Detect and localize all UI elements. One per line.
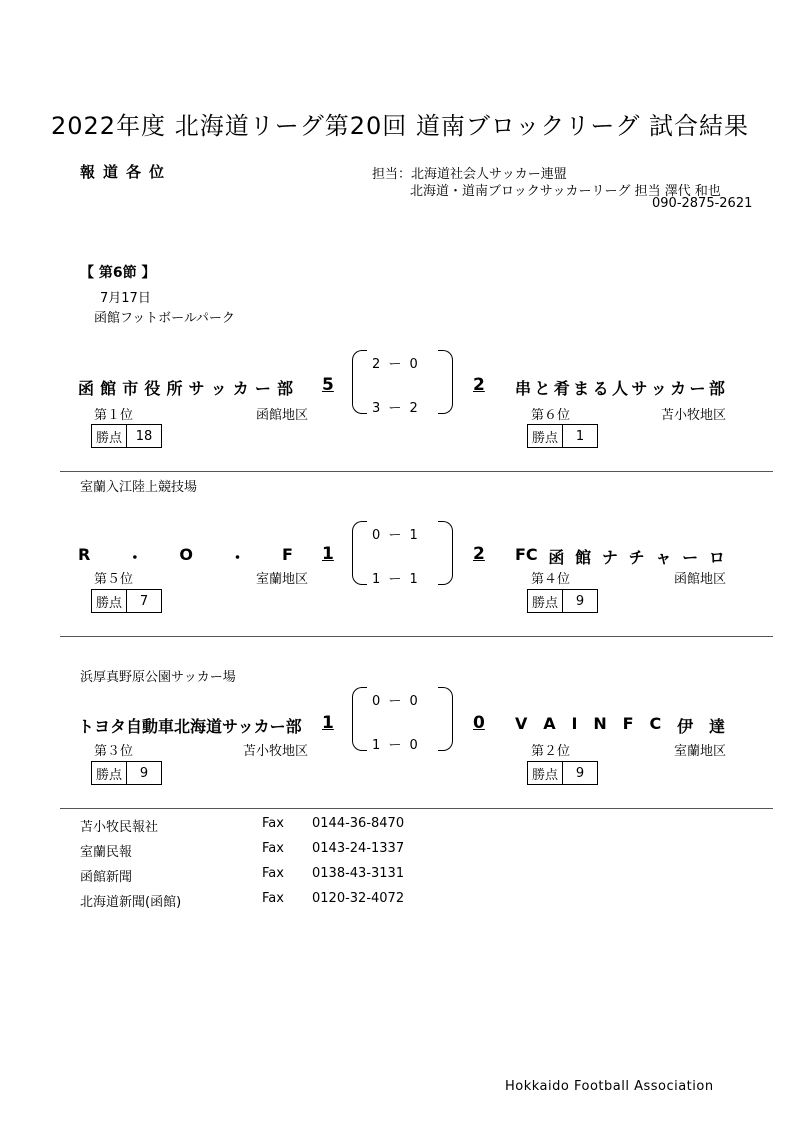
away-score: 2 <box>473 375 485 395</box>
contact-line-1: 担当：北海道社会人サッカー連盟 <box>372 167 567 182</box>
home-team-char: カ <box>232 379 249 398</box>
bracket-left <box>352 350 367 414</box>
away-team-char: 伊 <box>677 717 694 736</box>
home-team-char: トヨタ自動車北海道サッカー部 <box>78 717 302 736</box>
away-points-box <box>527 761 598 785</box>
away-team-char: 館 <box>575 548 592 567</box>
contact-phone: 090-2875-2621 <box>652 196 753 211</box>
away-team-char: C <box>649 714 662 733</box>
home-rank: 第３位 <box>94 744 134 759</box>
fax-label: Fax <box>262 816 284 831</box>
second-half-score: 1 ー 0 <box>372 738 420 753</box>
away-team-char: 達 <box>708 717 725 736</box>
second-half-score: 1 ー 1 <box>372 572 420 587</box>
away-points-value: 9 <box>575 765 585 781</box>
away-team-char: F <box>622 714 634 733</box>
home-team-char: 函 <box>78 379 95 398</box>
bracket-right <box>438 350 453 414</box>
away-team-char: ッ <box>650 379 667 398</box>
home-points-label: 勝点 <box>92 762 127 784</box>
fax-number: 0143-24-1337 <box>312 841 405 856</box>
away-rank: 第２位 <box>531 744 571 759</box>
divider <box>60 636 773 637</box>
away-team-char: 人 <box>611 379 628 398</box>
bracket-right <box>438 687 453 751</box>
fax-label: Fax <box>262 866 284 881</box>
away-area: 函館地区 <box>673 572 726 587</box>
venue: 函館フットボールパーク <box>94 311 235 326</box>
away-score: 0 <box>473 713 485 733</box>
divider <box>60 808 773 809</box>
away-team-char: カ <box>670 379 687 398</box>
home-points-label: 勝点 <box>92 590 127 612</box>
away-team-char: ャ <box>655 548 672 567</box>
fax-label: Fax <box>262 891 284 906</box>
home-points-value: 9 <box>139 765 149 781</box>
away-team-char: V <box>515 714 528 733</box>
press-name: 函館新聞 <box>80 870 133 885</box>
home-team-name <box>78 545 293 568</box>
second-half-score: 3 ー 2 <box>372 401 420 416</box>
home-team-char: ッ <box>210 379 227 398</box>
home-team-char: 館 <box>100 379 117 398</box>
away-points-label: 勝点 <box>528 590 563 612</box>
venue: 室蘭入江陸上競技場 <box>80 480 198 495</box>
away-team-char: ー <box>682 548 699 567</box>
fax-number: 0144-36-8470 <box>312 816 405 831</box>
home-points-box <box>91 589 162 613</box>
away-area: 苫小牧地区 <box>660 408 726 423</box>
home-team-char: ・ <box>229 548 246 567</box>
away-team-char: ー <box>689 379 706 398</box>
home-points-box <box>91 761 162 785</box>
venue: 浜厚真野原公園サッカー場 <box>80 670 236 685</box>
away-team-char: 串 <box>515 379 532 398</box>
press-heading: 報道各位 <box>80 163 173 181</box>
home-team-char: 部 <box>276 379 293 398</box>
away-team-char: ロ <box>708 548 725 567</box>
home-area: 函館地区 <box>255 408 308 423</box>
away-team-char: 肴 <box>553 379 570 398</box>
away-team-name <box>515 376 725 399</box>
home-team-char: F <box>282 545 293 564</box>
away-team-char: I <box>571 714 578 733</box>
away-points-value: 1 <box>575 428 585 444</box>
bracket-left <box>352 687 367 751</box>
fax-label: Fax <box>262 841 284 856</box>
away-points-label: 勝点 <box>528 425 563 447</box>
away-team-char: と <box>534 379 551 398</box>
home-score: 5 <box>322 375 334 395</box>
away-team-char: N <box>593 714 607 733</box>
home-team-char: サ <box>188 379 205 398</box>
home-rank: 第１位 <box>94 408 134 423</box>
bracket-left <box>352 521 367 585</box>
home-team-char: 役 <box>144 379 161 398</box>
home-score: 1 <box>322 544 334 564</box>
away-rank: 第６位 <box>531 408 571 423</box>
away-points-value: 9 <box>575 593 585 609</box>
footer-org: Hokkaido Football Association <box>505 1079 714 1094</box>
away-team-char: ナ <box>601 548 618 567</box>
home-team-char: ・ <box>126 548 143 567</box>
match-date: 7月17日 <box>100 291 151 306</box>
away-team-char: る <box>592 379 609 398</box>
first-half-score: 0 ー 1 <box>372 528 420 543</box>
divider <box>60 471 773 472</box>
home-team-char: O <box>179 545 193 564</box>
home-points-label: 勝点 <box>92 425 127 447</box>
home-rank: 第５位 <box>94 572 134 587</box>
home-team-name <box>78 714 302 737</box>
home-team-name <box>78 376 293 399</box>
away-team-name <box>515 545 725 568</box>
page-title: 2022年度 北海道リーグ第20回 道南ブロックリーグ 試合結果 <box>50 112 750 140</box>
fax-number: 0138-43-3131 <box>312 866 405 881</box>
away-team-char: FC <box>515 545 538 564</box>
bracket-right <box>438 521 453 585</box>
home-points-value: 7 <box>139 593 149 609</box>
away-points-label: 勝点 <box>528 762 563 784</box>
away-team-char: 部 <box>708 379 725 398</box>
first-half-score: 2 ー 0 <box>372 357 420 372</box>
away-points-box <box>527 589 598 613</box>
home-points-box <box>91 424 162 448</box>
away-rank: 第４位 <box>531 572 571 587</box>
first-half-score: 0 ー 0 <box>372 694 420 709</box>
home-score: 1 <box>322 713 334 733</box>
away-team-char: ま <box>573 379 590 398</box>
away-team-char: サ <box>631 379 648 398</box>
away-team-name <box>515 714 725 737</box>
away-score: 2 <box>473 544 485 564</box>
home-team-char: ー <box>254 379 271 398</box>
away-team-char: 函 <box>548 548 565 567</box>
press-name: 苫小牧民報社 <box>80 820 159 835</box>
home-area: 苫小牧地区 <box>242 744 308 759</box>
home-team-char: 所 <box>166 379 183 398</box>
away-team-char: A <box>543 714 556 733</box>
home-team-char: 市 <box>122 379 139 398</box>
home-team-char: R <box>78 545 91 564</box>
press-name: 北海道新聞(函館) <box>80 895 182 910</box>
away-points-box <box>527 424 598 448</box>
home-points-value: 18 <box>135 428 153 444</box>
fax-number: 0120-32-4072 <box>312 891 405 906</box>
press-name: 室蘭民報 <box>80 845 133 860</box>
away-team-char: チ <box>628 548 645 567</box>
round-label: 【 第6節 】 <box>80 265 156 281</box>
contact-line-2: 北海道・道南ブロックサッカーリーグ 担当 澤代 和也 <box>410 184 721 199</box>
home-area: 室蘭地区 <box>255 572 308 587</box>
away-area: 室蘭地区 <box>673 744 726 759</box>
